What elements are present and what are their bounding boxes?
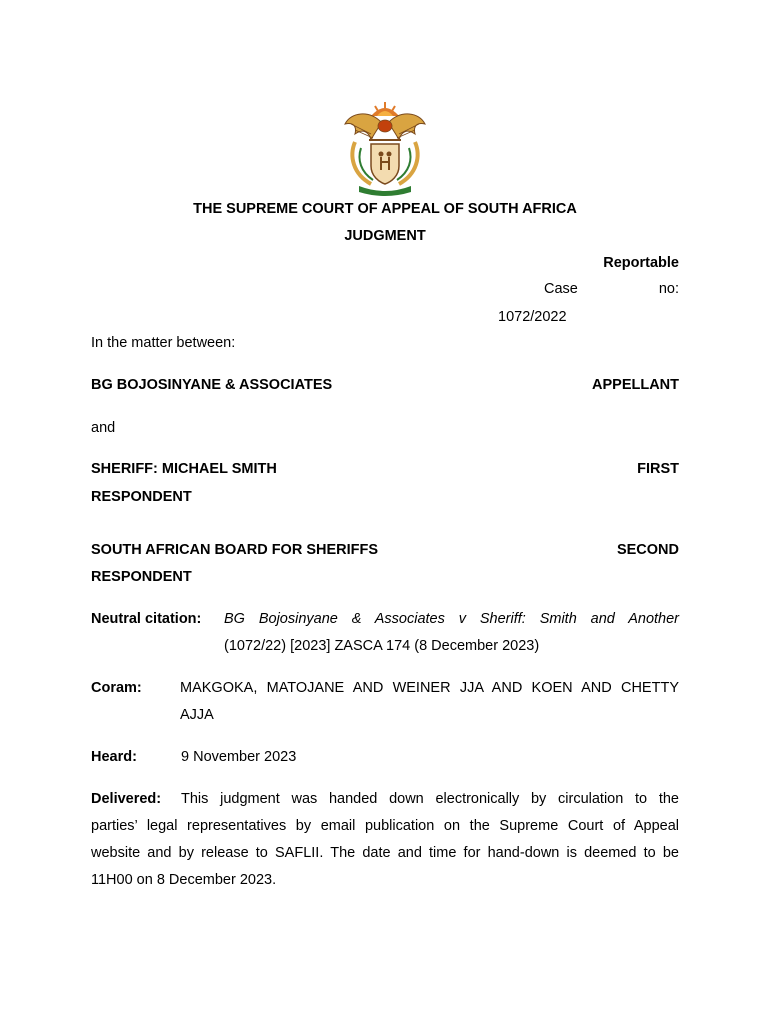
heard-label: Heard: [91, 749, 137, 765]
case-number: 1072/2022 [498, 309, 567, 325]
delivered-line-3: website and by release to SAFLII. The date and time for hand-down is deemed to be [91, 845, 679, 861]
heard-value: 9 November 2023 [181, 749, 297, 765]
citation-line-1: BG Bojosinyane & Associates v Sheriff: Smith and Another [224, 611, 679, 627]
appellant-name: BG BOJOSINYANE & ASSOCIATES [91, 377, 333, 393]
delivered-label: Delivered: [91, 791, 162, 807]
first-respondent-role: FIRST [637, 461, 679, 477]
and-text: and [91, 420, 116, 436]
appellant-role: APPELLANT [592, 377, 679, 393]
case-label: Case [544, 281, 578, 297]
coram-label: Coram: [91, 680, 142, 696]
reportable-label: Reportable [603, 255, 679, 271]
second-respondent-role: SECOND [616, 542, 679, 558]
delivered-line-2: parties’ legal representatives by email publication on the Supreme Court of Appeal [91, 818, 679, 834]
sun-icon [371, 102, 399, 116]
case-no-label: no: [658, 281, 679, 297]
first-respondent-role-cont: RESPONDENT [91, 489, 192, 505]
document-type: JUDGMENT [344, 228, 426, 244]
motto-ribbon [359, 186, 411, 196]
coat-of-arms-emblem [341, 100, 429, 196]
parties-intro: In the matter between: [91, 335, 236, 351]
coram-line-2: AJJA [180, 707, 214, 723]
citation-line-2: (1072/22) [2023] ZASCA 174 (8 December 2023) [224, 638, 540, 654]
coram-line-1: MAKGOKA, MATOJANE AND WEINER JJA AND KOEN AND CHETTY [180, 680, 679, 696]
court-title: THE SUPREME COURT OF APPEAL OF SOUTH AFRICA [193, 201, 577, 217]
citation-label: Neutral citation: [91, 611, 202, 627]
shield-icon [371, 144, 399, 184]
delivered-line-4: 11H00 on 8 December 2023. [91, 872, 277, 888]
first-respondent-name: SHERIFF: MICHAEL SMITH [91, 461, 277, 477]
delivered-line-1: This judgment was handed down electronically by circulation to the [181, 791, 679, 807]
second-respondent-name: SOUTH AFRICAN BOARD FOR SHERIFFS [91, 542, 379, 558]
second-respondent-role-cont: RESPONDENT [91, 569, 192, 585]
